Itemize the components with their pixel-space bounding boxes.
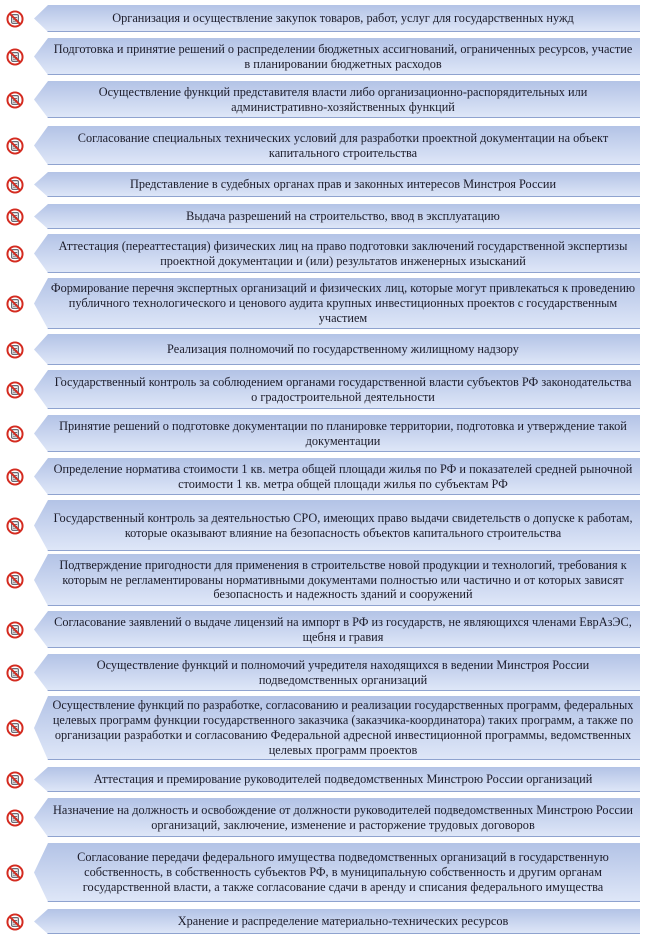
item-label: Назначение на должность и освобождение от должности руководителей подведомственных Минстрою России организаций, заключение, изменение и расторжение трудовых договоров (53, 802, 633, 832)
no-corruption-prohibition-icon (6, 864, 24, 882)
no-corruption-prohibition-icon (6, 771, 24, 789)
item-label: Государственный контроль за деятельностью СРО, имеющих право выдачи свидетельств о допуске к работам, которые оказывают влияние на безопасность объектов капитального строительства (53, 510, 633, 540)
item-label-container (50, 370, 636, 409)
no-corruption-prohibition-icon (6, 208, 24, 226)
no-corruption-prohibition-icon (6, 809, 24, 827)
list-item (0, 334, 650, 365)
no-corruption-prohibition-icon (6, 621, 24, 639)
no-corruption-prohibition-icon (6, 10, 24, 28)
list-item (0, 278, 650, 329)
list-item (0, 500, 650, 551)
item-label-container (50, 554, 636, 606)
item-label: Принятие решений о подготовке документации по планировке территории, подготовка и утверждение такой документации (59, 418, 627, 448)
list-item (0, 909, 650, 934)
no-corruption-prohibition-icon (6, 517, 24, 535)
no-corruption-prohibition-icon (6, 245, 24, 263)
list-item (0, 696, 650, 760)
list-item (0, 767, 650, 792)
no-corruption-prohibition-icon (6, 341, 24, 359)
item-label: Реализация полномочий по государственному жилищному надзору (167, 342, 519, 357)
item-label-container (50, 798, 636, 837)
no-corruption-prohibition-icon (6, 176, 24, 194)
item-label: Осуществление функций по разработке, согласованию и реализации государственных программ, федеральных целевых программ функции государственного заказчика (заказчика-координатора) таких программ, а также по организации разработки и согласованию Федеральной адресной инвестиционной программы, ведомственных целевых программ проектов (52, 698, 634, 757)
list-item (0, 5, 650, 32)
list-item (0, 654, 650, 691)
list-item (0, 843, 650, 902)
item-label: Определение норматива стоимости 1 кв. метра общей площади жилья по РФ и показателей средней рыночной стоимости 1 кв. метра общей площади жилья по субъектам РФ (53, 461, 633, 491)
item-label-container (50, 843, 636, 902)
item-label: Аттестация и премирование руководителей подведомственных Минстрою России организаций (93, 772, 593, 787)
item-label-container (50, 81, 636, 118)
item-label-container (50, 126, 636, 165)
no-corruption-prohibition-icon (6, 571, 24, 589)
item-label: Аттестация (переаттестация) физических лиц на право подготовки заключений государственной экспертизы проектной документации и (или) результатов инженерных изысканий (58, 238, 628, 268)
item-label: Подтверждение пригодности для применения в строительстве новой продукции и технологий, требования к которым не регламентированы нормативными документами полностью или частично и от которых зависят безопасность и надежность зданий и сооружений (59, 557, 627, 602)
item-label: Формирование перечня экспертных организаций и физических лиц, которые могут привлекаться к проведению публичного технологического и ценового аудита крупных инвестиционных проектов с государственным участием (50, 281, 636, 325)
list-item (0, 554, 650, 606)
item-label-container (50, 278, 636, 329)
list-item (0, 234, 650, 273)
no-corruption-prohibition-icon (6, 425, 24, 443)
item-label: Хранение и распределение материально-технических ресурсов (177, 914, 509, 929)
item-label: Согласование передачи федерального имущества подведомственных организаций в государственную собственность, в собственность субъектов РФ, в муниципальную собственность и другим органам государственной власти, а также согласование сдачи в аренду и списания федерального имущества (77, 850, 609, 894)
item-label-container (50, 909, 636, 934)
list-item (0, 370, 650, 409)
item-label-container (50, 334, 636, 365)
item-label: Представление в судебных органах прав и законных интересов Минстроя России (129, 177, 557, 192)
list-item (0, 458, 650, 495)
list-item (0, 126, 650, 165)
item-label: Согласование специальных технических условий для разработки проектной документации на объект капитального строительства (77, 130, 609, 160)
no-corruption-prohibition-icon (6, 664, 24, 682)
no-corruption-prohibition-icon (6, 295, 24, 313)
item-label: Подготовка и принятие решений о распределении бюджетных ассигнований, ограниченных ресурсов, участие в планировании бюджетных расходов (53, 41, 633, 71)
item-label-container (50, 234, 636, 273)
list-item (0, 204, 650, 229)
no-corruption-prohibition-icon (6, 468, 24, 486)
item-label-container (50, 654, 636, 691)
item-label: Организация и осуществление закупок товаров, работ, услуг для государственных нужд (112, 11, 574, 26)
no-corruption-prohibition-icon (6, 137, 24, 155)
list-item (0, 798, 650, 837)
list-item (0, 611, 650, 648)
item-label-container (50, 5, 636, 32)
item-label: Выдача разрешений на строительство, ввод в эксплуатацию (186, 209, 500, 224)
no-corruption-prohibition-icon (6, 719, 24, 737)
item-label: Государственный контроль за соблюдением органами государственной власти субъектов РФ законодательства о градостроительной деятельности (54, 374, 632, 404)
no-corruption-prohibition-icon (6, 913, 24, 931)
item-label-container (50, 500, 636, 551)
item-label-container (50, 172, 636, 197)
item-label-container (50, 38, 636, 75)
item-label: Осуществление функций и полномочий учредителя находящихся в ведении Минстроя России подведомственных организаций (96, 657, 590, 687)
list-item (0, 38, 650, 75)
item-label: Согласование заявлений о выдаче лицензий на импорт в РФ из государств, не являющихся членами ЕврАзЭС, щебня и гравия (54, 614, 632, 644)
list-item (0, 415, 650, 452)
item-label-container (50, 415, 636, 452)
item-label-container (50, 696, 636, 760)
list-item (0, 172, 650, 197)
item-label-container (50, 458, 636, 495)
item-label-container (50, 611, 636, 648)
no-corruption-prohibition-icon (6, 91, 24, 109)
item-label-container (50, 204, 636, 229)
item-label-container (50, 767, 636, 792)
no-corruption-prohibition-icon (6, 381, 24, 399)
item-label: Осуществление функций представителя власти либо организационно-распорядительных или административно-хозяйственных функций (98, 84, 588, 114)
list-item (0, 81, 650, 118)
no-corruption-prohibition-icon (6, 48, 24, 66)
